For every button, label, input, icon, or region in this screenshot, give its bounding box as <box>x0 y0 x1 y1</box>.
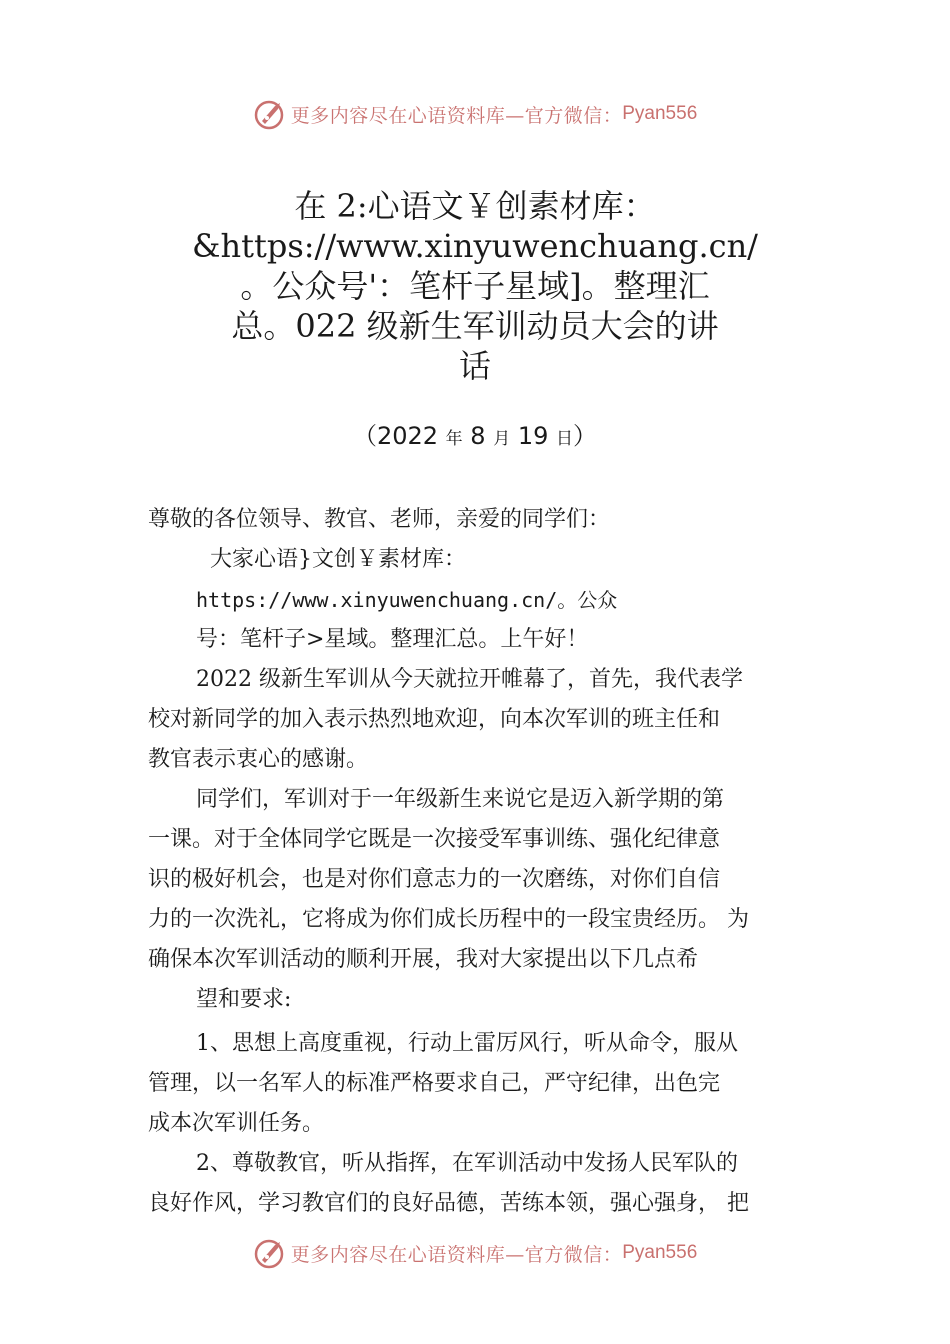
greeting-line: https://www.xinyuwenchuang.cn/。公众 <box>196 588 618 612</box>
paragraph-line: 2022 级新生军训从今天就拉开帷幕了，首先，我代表学 <box>196 667 743 692</box>
document-date: （2022 年 8 月 19 日） <box>352 422 598 450</box>
paragraph-line: 望和要求: <box>196 987 292 1012</box>
banner-text: 更多内容尽在心语资料库—官方微信： <box>290 104 623 127</box>
banner-text: 更多内容尽在心语资料库—官方微信： <box>290 1243 623 1266</box>
paragraph-line: 成本次军训任务。 <box>148 1111 325 1136</box>
title-line: 话 <box>458 347 491 385</box>
paragraph-line: 一课。对于全体同学它既是一次接受军事训练、强化纪律意 <box>148 827 721 852</box>
paragraph-line: 良好作风，学习教官们的良好品德，苦练本领，强心强身， 把 <box>148 1191 749 1216</box>
paragraph-line: 同学们，军训对于一年级新生来说它是迈入新学期的第 <box>196 787 725 812</box>
paragraph-line: 2、尊敬教官，听从指挥，在军训活动中发扬人民军队的 <box>196 1151 738 1176</box>
title-line: 总。022 级新生军训动员大会的讲 <box>231 307 719 345</box>
title-line: 在 2:心语文￥创素材库： <box>294 187 656 225</box>
header-banner <box>0 94 950 134</box>
title-line: &https://www.xinyuwenchuang.cn/ <box>192 227 758 265</box>
document-title <box>180 186 770 386</box>
paragraph-line: 力的一次洗礼，它将成为你们成长历程中的一段宝贵经历。 为 <box>148 907 749 932</box>
wechat-id: Pyan556 <box>622 103 698 124</box>
paragraph-line: 校对新同学的加入表示热烈地欢迎，向本次军训的班主任和 <box>148 707 721 732</box>
wechat-id: Pyan556 <box>622 1242 698 1263</box>
greeting-line: 大家心语}文创￥素材库： <box>210 547 466 572</box>
pen-nib-logo-icon <box>253 1236 287 1270</box>
paragraph-line: 教官表示衷心的感谢。 <box>148 747 369 772</box>
paragraph-line: 确保本次军训活动的顺利开展，我对大家提出以下几点希 <box>148 947 699 972</box>
paragraph-line: 1、思想上高度重视，行动上雷厉风行，听从命令，服从 <box>196 1031 738 1056</box>
paragraph-line: 管理，以一名军人的标准严格要求自己，严守纪律，出色完 <box>148 1071 721 1096</box>
greeting-line: 号：笔杆子>星域。整理汇总。上午好！ <box>196 627 589 652</box>
title-line: 。公众号'：笔杆子星域]。整理汇 <box>240 267 710 305</box>
paragraph-line: 识的极好机会，也是对你们意志力的一次磨练，对你们自信 <box>148 867 721 892</box>
pen-nib-logo-icon <box>253 97 287 131</box>
salutation: 尊敬的各位领导、教官、老师，亲爱的同学们： <box>148 507 611 532</box>
document-body <box>148 500 824 1224</box>
footer-banner <box>0 1233 950 1273</box>
